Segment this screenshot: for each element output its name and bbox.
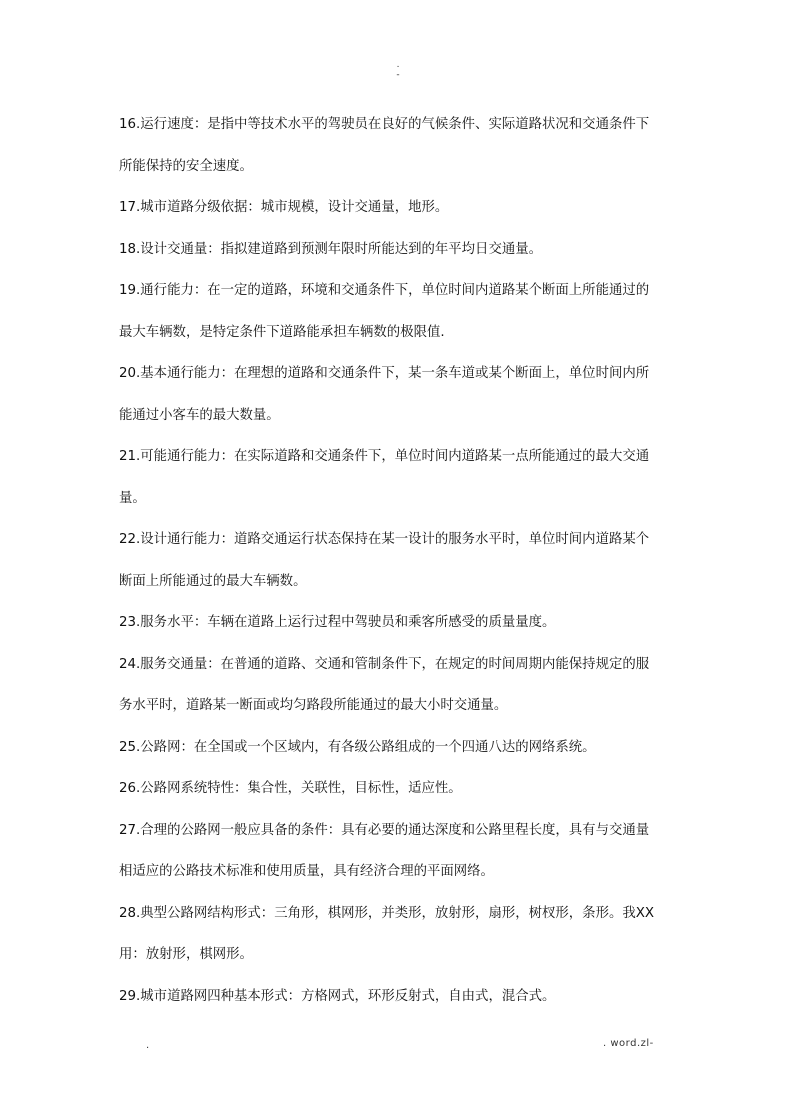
paragraph-17 [119, 187, 679, 229]
paragraph-25-line-1: 25.公路网：在全国或一个区域内，有各级公路组成的一个四通八达的网络系统。 [119, 739, 596, 755]
page-footer-left: . [146, 1040, 150, 1051]
paragraph-28 [119, 893, 679, 976]
paragraph-22 [119, 519, 679, 602]
header-mark-top: . [396, 60, 400, 70]
paragraph-27 [119, 810, 679, 893]
header-mark-bottom: - [396, 70, 400, 80]
paragraph-24 [119, 644, 679, 727]
paragraph-19 [119, 270, 679, 353]
paragraph-19-line-1: 19.通行能力：在一定的道路，环境和交通条件下，单位时间内道路某个断面上所能通过的 [119, 283, 650, 298]
paragraph-16 [119, 104, 679, 187]
paragraph-22-line-2: 断面上所能通过的最大车辆数。 [119, 573, 307, 589]
paragraph-20 [119, 353, 679, 436]
paragraph-26-line-1: 26.公路网系统特性：集合性，关联性，目标性，适应性。 [119, 781, 462, 796]
paragraph-25 [119, 727, 679, 769]
paragraph-27-line-2: 相适应的公路技术标准和使用质量，具有经济合理的平面网络。 [119, 864, 494, 879]
paragraph-29-line-1: 29.城市道路网四种基本形式：方格网式，环形反射式，自由式，混合式。 [119, 988, 556, 1004]
paragraph-28-line-2: 用：放射形，棋网形。 [119, 947, 253, 962]
page-header-mark [388, 60, 408, 80]
paragraph-28-line-1: 28.典型公路网结构形式：三角形，棋网形，并类形，放射形，扇形，树杈形，条形。我XX [119, 905, 655, 921]
document-body [119, 104, 679, 1017]
paragraph-20-line-1: 20.基本通行能力：在理想的道路和交通条件下，某一条车道或某个断面上，单位时间内所 [119, 366, 650, 381]
paragraph-21-line-2: 量。 [119, 490, 146, 506]
paragraph-18-line-1: 18.设计交通量：指拟建道路到预测年限时所能达到的年平均日交通量。 [119, 241, 543, 257]
paragraph-20-line-2: 能通过小客车的最大数量。 [119, 407, 280, 423]
paragraph-23-line-1: 23.服务水平：车辆在道路上运行过程中驾驶员和乘客所感受的质量量度。 [119, 615, 556, 630]
paragraph-21 [119, 436, 679, 519]
page-footer-right: . word.zl- [603, 1038, 654, 1049]
paragraph-16-line-1: 16.运行速度：是指中等技术水平的驾驶员在良好的气候条件、实际道路状况和交通条件下 [119, 117, 650, 132]
paragraph-17-line-1: 17.城市道路分级依据：城市规模，设计交通量，地形。 [119, 200, 449, 215]
paragraph-19-line-2: 最大车辆数，是特定条件下道路能承担车辆数的极限值. [119, 324, 445, 340]
paragraph-18 [119, 229, 679, 271]
paragraph-22-line-1: 22.设计通行能力：道路交通运行状态保持在某一设计的服务水平时，单位时间内道路某个 [119, 532, 650, 547]
paragraph-27-line-1: 27.合理的公路网一般应具备的条件：具有必要的通达深度和公路里程长度，具有与交通量 [119, 822, 650, 838]
paragraph-24-line-1: 24.服务交通量：在普通的道路、交通和管制条件下，在规定的时间周期内能保持规定的服 [119, 656, 650, 672]
paragraph-26 [119, 768, 679, 810]
paragraph-29 [119, 976, 679, 1018]
paragraph-21-line-1: 21.可能通行能力：在实际道路和交通条件下，单位时间内道路某一点所能通过的最大交通 [119, 449, 650, 464]
paragraph-16-line-2: 所能保持的安全速度。 [119, 158, 253, 174]
paragraph-23 [119, 602, 679, 644]
paragraph-24-line-2: 务水平时，道路某一断面或均匀路段所能通过的最大小时交通量。 [119, 698, 508, 713]
